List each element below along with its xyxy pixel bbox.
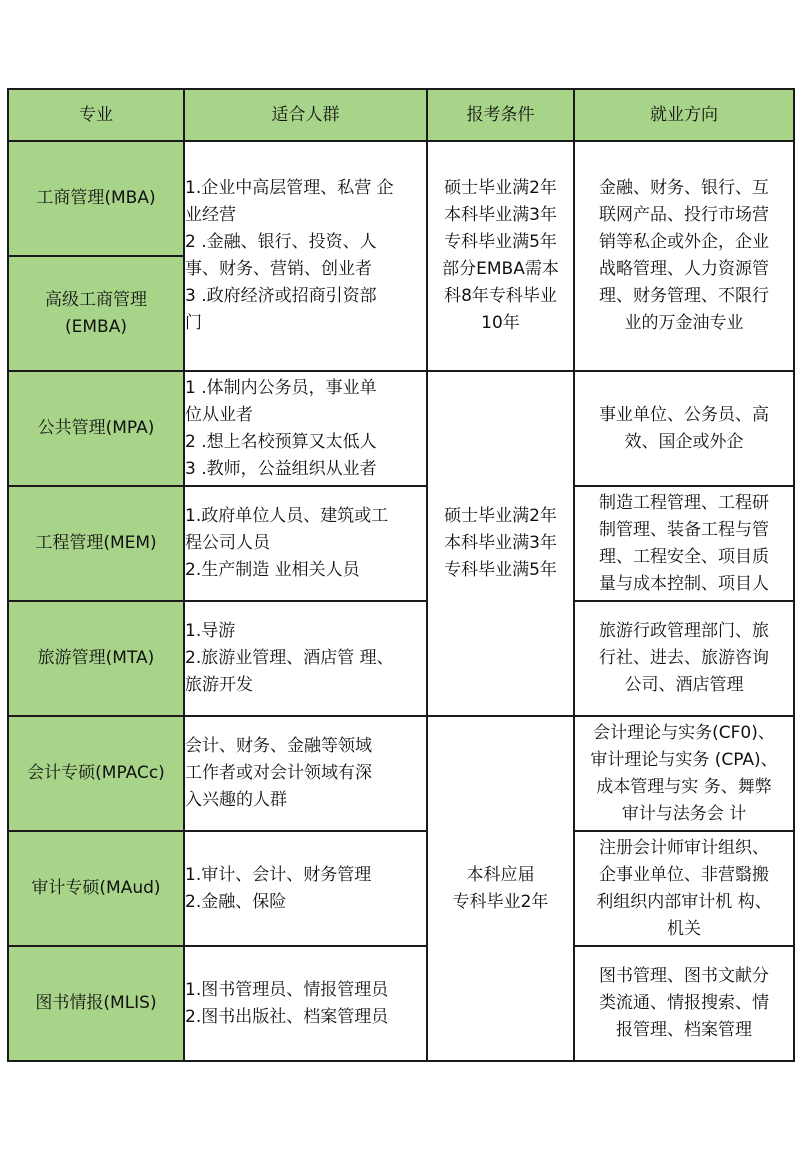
- major-cell: [8, 256, 184, 371]
- cell-line: 3 .教师，公益组织从业者: [185, 458, 377, 479]
- audience-cell: [184, 371, 427, 486]
- major-cell: [8, 946, 184, 1061]
- cell-line: 报管理、档案管理: [616, 1020, 752, 1040]
- cell-line: 审计理论与实务 (CPA)、: [590, 749, 778, 770]
- cell-line: 1 .体制内公务员，事业单: [185, 377, 377, 398]
- cell-line: 联网产品、投行市场营: [599, 205, 769, 225]
- major-cell: [8, 601, 184, 716]
- cell-line: 1.企业中高层管理、私营 企: [185, 178, 394, 198]
- cell-line: 机关: [667, 918, 701, 939]
- cell-line: 1.政府单位人员、建筑或工: [185, 506, 389, 526]
- cell-line: 2 .金融、银行、投资、人: [185, 232, 377, 252]
- cell-line: 类流通、情报搜索、情: [599, 993, 769, 1013]
- header-row: [8, 89, 794, 141]
- cell-line: 工程管理(MEM): [35, 533, 157, 553]
- table-row: [8, 486, 794, 601]
- careers-cell: [574, 141, 794, 371]
- cell-line: 金融、财务、银行、互: [599, 178, 769, 198]
- cell-line: 专科毕业满5年: [444, 232, 557, 252]
- cell-line: 事业单位、公务员、高: [599, 404, 769, 425]
- cell-line: 效、国企或外企: [624, 431, 744, 452]
- cell-line: 位从业者: [185, 404, 253, 425]
- major-cell: [8, 486, 184, 601]
- major-cell: [8, 831, 184, 946]
- cell-line: 理、工程安全、项目质: [599, 546, 769, 567]
- cell-line: 图书管理、图书文献分: [599, 966, 769, 986]
- header-conditions: 报考条件: [427, 89, 574, 141]
- table-row: [8, 601, 794, 716]
- careers-cell: [574, 716, 794, 831]
- cell-line: 2.旅游业管理、酒店管 理、: [185, 648, 394, 668]
- cell-line: 企事业单位、非营翳搬: [599, 864, 769, 885]
- major-cell: [8, 371, 184, 486]
- cell-line: 本科毕业满3年: [444, 205, 557, 225]
- major-cell: [8, 716, 184, 831]
- cell-line: 2.图书出版社、档案管理员: [185, 1006, 389, 1027]
- cell-line: 战略管理、人力资源管: [599, 259, 769, 279]
- cell-line: (EMBA): [65, 316, 127, 337]
- table-row: [8, 141, 794, 256]
- cell-line: 硕士毕业满2年: [444, 506, 557, 526]
- cell-line: 会计、财务、金融等领域: [185, 736, 372, 756]
- cell-line: 10年: [481, 313, 520, 333]
- cell-line: 2.金融、保险: [185, 891, 287, 912]
- cell-line: 程公司人员: [185, 533, 270, 553]
- careers-cell: [574, 371, 794, 486]
- conditions-cell: [427, 141, 574, 371]
- cell-line: 科8年专科毕业: [444, 286, 557, 306]
- major-cell: [8, 141, 184, 256]
- audience-cell: [184, 831, 427, 946]
- cell-line: 旅游行政管理部门、旅: [599, 621, 769, 641]
- cell-line: 公司、酒店管理: [624, 675, 744, 695]
- cell-line: 成本管理与实 务、舞弊: [596, 776, 772, 797]
- cell-line: 部分EMBA需本: [442, 259, 559, 279]
- cell-line: 硕士毕业满2年: [444, 178, 557, 198]
- cell-line: 量与成本控制、项目人: [599, 573, 769, 594]
- cell-line: 本科应届: [466, 864, 535, 885]
- cell-line: 旅游管理(MTA): [37, 648, 155, 668]
- cell-line: 事、财务、营销、创业者: [185, 259, 372, 279]
- cell-line: 专科毕业2年: [452, 891, 549, 912]
- audience-cell: [184, 601, 427, 716]
- cell-line: 制造工程管理、工程研: [599, 492, 769, 513]
- cell-line: 业的万金油专业: [624, 313, 744, 333]
- cell-line: 本科毕业满3年: [444, 533, 557, 553]
- cell-line: 工商管理(MBA): [36, 188, 156, 208]
- cell-line: 1.审计、会计、财务管理: [185, 864, 372, 885]
- table-row: [8, 716, 794, 831]
- table-row: [8, 371, 794, 486]
- cell-line: 门: [185, 313, 202, 333]
- conditions-cell: [427, 371, 574, 716]
- cell-line: 业经营: [185, 205, 236, 225]
- cell-line: 工作者或对会计领域有深: [185, 763, 372, 783]
- cell-line: 理、财务管理、不限行: [599, 286, 769, 306]
- cell-line: 高级工商管理: [45, 289, 147, 310]
- cell-line: 行社、进去、旅游咨询: [599, 648, 769, 668]
- cell-line: 旅游开发: [185, 675, 253, 695]
- careers-cell: [574, 831, 794, 946]
- cell-line: 公共管理(MPA): [37, 418, 155, 438]
- cell-line: 销等私企或外企，企业: [599, 232, 769, 252]
- audience-cell: [184, 486, 427, 601]
- cell-line: 图书情报(MLIS): [35, 993, 157, 1013]
- cell-line: 会计专硕(MPACc): [27, 763, 165, 783]
- cell-line: 利组织内部审计机 构、: [596, 891, 772, 912]
- cell-line: 3 .政府经济或招商引资部: [185, 286, 377, 306]
- cell-line: 入兴趣的人群: [185, 790, 287, 810]
- audience-cell: [184, 141, 427, 371]
- careers-cell: [574, 486, 794, 601]
- careers-cell: [574, 946, 794, 1061]
- conditions-cell: [427, 716, 574, 1061]
- audience-cell: [184, 716, 427, 831]
- cell-line: 审计专硕(MAud): [31, 878, 161, 898]
- table-row: [8, 946, 794, 1061]
- header-major: 专业: [8, 89, 184, 141]
- header-audience: 适合人群: [184, 89, 427, 141]
- cell-line: 1.导游: [185, 621, 236, 641]
- cell-line: 2.生产制造 业相关人员: [185, 560, 360, 580]
- cell-line: 1.图书管理员、情报管理员: [185, 979, 389, 1000]
- audience-cell: [184, 946, 427, 1061]
- header-careers: 就业方向: [574, 89, 794, 141]
- cell-line: 专科毕业满5年: [444, 560, 557, 580]
- cell-line: 审计与法务会 计: [621, 803, 747, 824]
- table-row: [8, 831, 794, 946]
- careers-cell: [574, 601, 794, 716]
- cell-line: 会计理论与实务(CF0)、: [593, 722, 775, 743]
- cell-line: 2 .想上名校预算又太低人: [185, 431, 377, 452]
- cell-line: 注册会计师审计组织、: [599, 837, 769, 858]
- cell-line: 制管理、装备工程与管: [599, 519, 769, 540]
- majors-table: [7, 88, 795, 1062]
